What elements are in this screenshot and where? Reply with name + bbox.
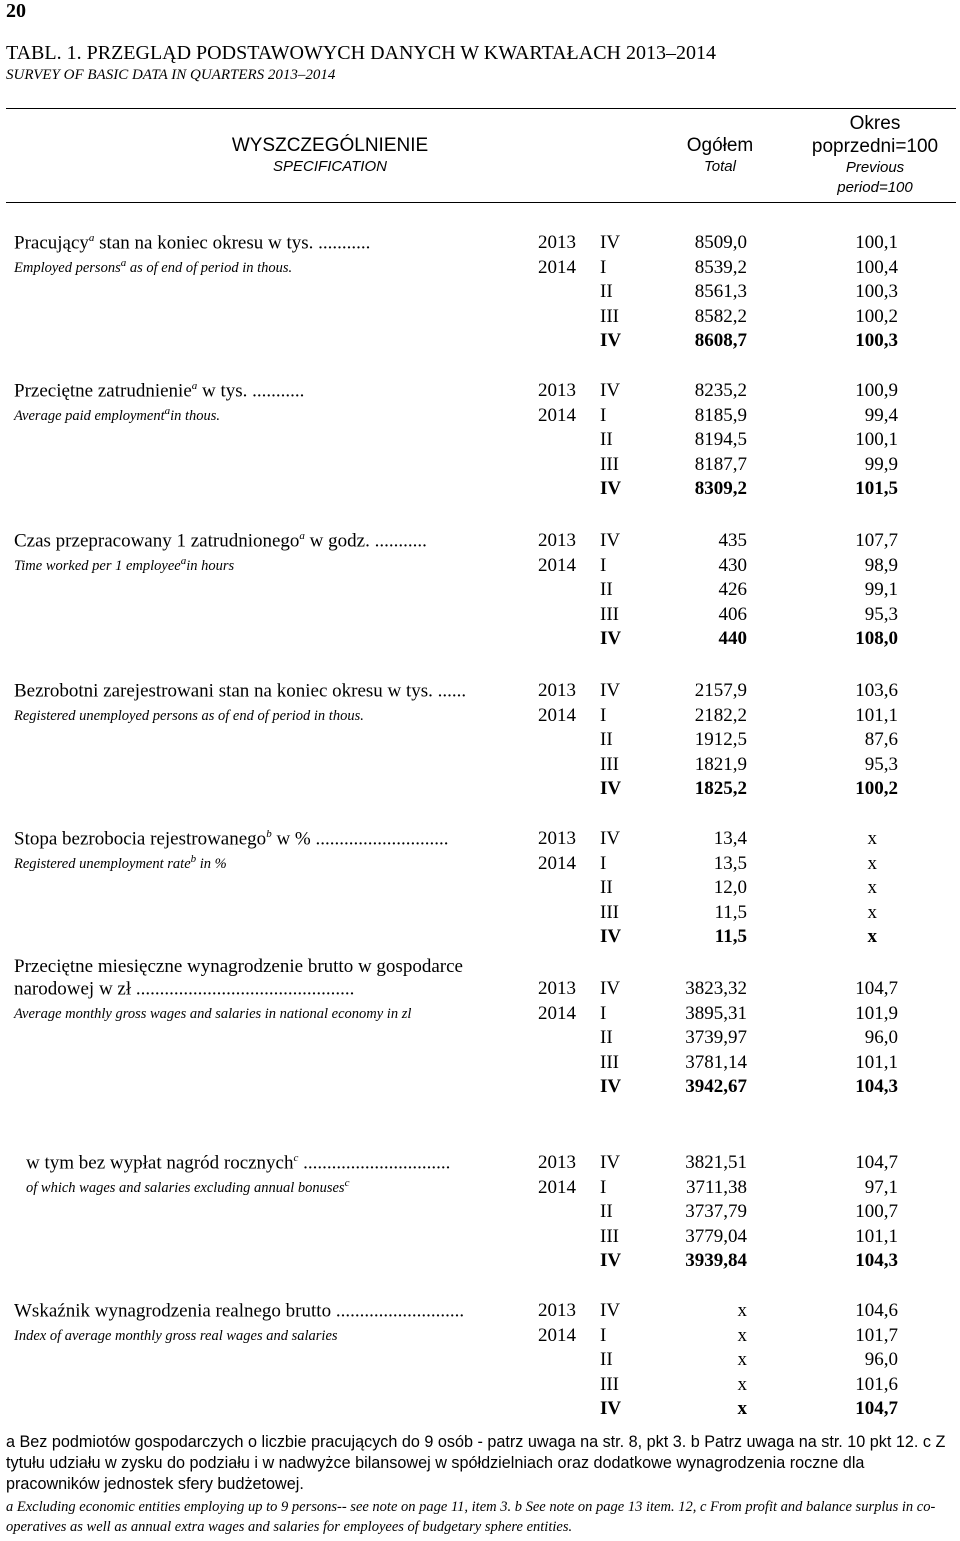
- row-quarter: III: [600, 603, 619, 625]
- section-label-pl-main: w tym bez wypłat nagród rocznych: [26, 1152, 294, 1174]
- row-year: 2014: [538, 256, 576, 278]
- footnote-marker: b: [190, 853, 197, 865]
- row-quarter: IV: [600, 628, 622, 649]
- row-year: 2013: [538, 978, 576, 999]
- row-previous-period-value: 100,7: [855, 1201, 898, 1222]
- row-total-value: 1912,5: [694, 729, 747, 750]
- row-previous-period-value: 101,1: [855, 704, 898, 726]
- row-quarter: IV: [600, 978, 621, 999]
- section-label-en-rest: in %: [196, 855, 227, 872]
- row-previous-period-value: 100,9: [855, 380, 898, 401]
- row-year: 2013: [538, 380, 576, 401]
- row-previous-period-value: 101,9: [855, 1002, 898, 1024]
- row-total-value: 3895,31: [685, 1002, 747, 1024]
- section-label-pl: [14, 978, 354, 1000]
- row-quarter: II: [600, 729, 613, 750]
- header-bottom-rule: [6, 202, 956, 203]
- section-label-en-main: Index of average monthly gross real wages and salaries: [14, 1327, 338, 1344]
- row-previous-period-value: 96,0: [864, 1027, 898, 1048]
- row-quarter: III: [600, 1373, 619, 1395]
- row-quarter: III: [600, 453, 619, 475]
- row-total-value: 435: [718, 530, 747, 551]
- section-label-en-rest: as of end of period in thous.: [126, 259, 293, 276]
- row-quarter: IV: [600, 1250, 622, 1271]
- row-total-value: 8194,5: [694, 429, 747, 450]
- row-quarter: I: [600, 704, 607, 726]
- section-label-pl-rest: stan na koniec okresu w tys. ...........: [94, 232, 371, 254]
- row-quarter: IV: [600, 1398, 622, 1419]
- row-total-value: 8608,7: [694, 330, 747, 351]
- row-previous-period-value: 104,3: [855, 1076, 898, 1097]
- row-quarter: I: [600, 554, 607, 576]
- row-year: 2014: [538, 1324, 576, 1346]
- row-previous-period-value: 104,7: [855, 1398, 898, 1419]
- table-title-english: SURVEY OF BASIC DATA IN QUARTERS 2013–2014: [6, 67, 336, 83]
- row-total-value: 13,5: [713, 852, 747, 874]
- row-year: 2014: [538, 704, 576, 726]
- row-total-value: 8539,2: [694, 256, 747, 278]
- row-total-value: 1825,2: [694, 778, 747, 799]
- row-total-value: 430: [718, 554, 747, 576]
- row-previous-period-value: x: [867, 901, 877, 923]
- row-quarter: II: [600, 877, 613, 898]
- footnote-marker: a: [120, 257, 127, 269]
- row-previous-period-value: 97,1: [864, 1176, 898, 1198]
- section-label-en: [14, 555, 234, 575]
- row-quarter: III: [600, 1225, 619, 1247]
- section-label-en-main: Employed persons: [14, 259, 121, 276]
- row-year: 2014: [538, 1002, 576, 1024]
- section-label-pl-main: narodowej w zł ..............................................: [14, 978, 355, 1000]
- section-label-pl-main: Stopa bezrobocia rejestrowanego: [14, 828, 267, 850]
- section-label-pl-rest: ...............................: [298, 1152, 451, 1174]
- row-quarter: IV: [600, 680, 621, 701]
- row-previous-period-value: 100,2: [855, 305, 898, 327]
- row-total-value: 440: [718, 628, 747, 649]
- row-quarter: II: [600, 1027, 613, 1048]
- section-label-en-rest: in thous.: [170, 407, 221, 424]
- row-quarter: IV: [600, 1152, 621, 1173]
- section-label-pl-main: Czas przepracowany 1 zatrudnionego: [14, 530, 300, 552]
- row-year: 2013: [538, 1152, 576, 1173]
- section-label-pl: [14, 530, 427, 552]
- row-total-value: 8309,2: [694, 478, 747, 499]
- section-label-en: [14, 853, 227, 873]
- row-total-value: 3737,79: [685, 1201, 747, 1222]
- row-previous-period-value: 103,6: [855, 680, 898, 701]
- footnote-marker: a: [88, 232, 95, 244]
- row-total-value: 8185,9: [694, 404, 747, 426]
- section-label-en: [14, 257, 292, 277]
- row-quarter: III: [600, 1051, 619, 1073]
- header-prev-en-2: period=100: [837, 179, 913, 196]
- section-label-en-main: of which wages and salaries excluding annual bonuses: [26, 1179, 345, 1196]
- row-previous-period-value: 96,0: [864, 1349, 898, 1370]
- section-label-en: [14, 405, 220, 425]
- row-total-value: 426: [718, 579, 747, 600]
- row-previous-period-value: 100,3: [855, 330, 898, 351]
- section-label-en: [14, 705, 364, 725]
- row-previous-period-value: 101,5: [855, 478, 898, 499]
- table-title: TABL. 1. PRZEGLĄD PODSTAWOWYCH DANYCH W KWARTAŁACH 2013–2014: [6, 42, 716, 64]
- row-previous-period-value: 101,1: [855, 1225, 898, 1247]
- footnote-marker: c: [344, 1177, 350, 1189]
- row-previous-period-value: 104,7: [855, 978, 898, 999]
- row-total-value: 3779,04: [685, 1225, 747, 1247]
- row-quarter: IV: [600, 778, 622, 799]
- footnote-marker: a: [164, 405, 171, 417]
- row-quarter: III: [600, 901, 619, 923]
- section-label-pl: [14, 1300, 464, 1322]
- row-total-value: 3739,97: [685, 1027, 747, 1048]
- row-quarter: I: [600, 404, 607, 426]
- section-label-en-rest: in hours: [186, 557, 235, 574]
- section-label-en-main: Registered unemployment rate: [14, 855, 191, 872]
- row-quarter: IV: [600, 1300, 621, 1321]
- row-previous-period-value: x: [867, 852, 877, 874]
- row-quarter: I: [600, 1176, 607, 1198]
- section-label-pl-rest: w godz. ...........: [304, 530, 427, 552]
- row-quarter: I: [600, 1002, 607, 1024]
- row-total-value: 2182,2: [694, 704, 747, 726]
- row-year: 2014: [538, 554, 576, 576]
- row-total-value: 8235,2: [694, 380, 747, 401]
- row-total-value: 3821,51: [685, 1152, 747, 1173]
- section-label-pl-main: Pracujący: [14, 232, 89, 254]
- row-quarter: IV: [600, 380, 621, 401]
- row-previous-period-value: 100,4: [855, 256, 898, 278]
- row-quarter: I: [600, 852, 607, 874]
- row-total-value: 11,5: [714, 926, 747, 947]
- row-total-value: 3781,14: [685, 1051, 747, 1073]
- row-quarter: II: [600, 281, 613, 302]
- row-previous-period-value: 104,7: [855, 1152, 898, 1173]
- row-quarter: II: [600, 429, 613, 450]
- row-year: 2014: [538, 852, 576, 874]
- header-previous: [795, 112, 955, 198]
- section-label-pl: [14, 232, 370, 254]
- row-total-value: 13,4: [713, 828, 747, 849]
- row-previous-period-value: 95,3: [864, 603, 898, 625]
- header-total-en: Total: [704, 158, 736, 175]
- section-label-pl-line1: Przeciętne miesięczne wynagrodzenie brutto w gospodarce: [14, 956, 463, 977]
- row-year: 2013: [538, 232, 576, 253]
- row-quarter: II: [600, 1349, 613, 1370]
- row-total-value: x: [737, 1349, 747, 1370]
- row-total-value: x: [737, 1398, 747, 1419]
- row-total-value: 8561,3: [694, 281, 747, 302]
- row-previous-period-value: 101,7: [855, 1324, 898, 1346]
- footnote-marker: a: [180, 555, 187, 567]
- row-total-value: x: [737, 1300, 747, 1321]
- row-year: 2014: [538, 1176, 576, 1198]
- section-label-pl-main: Wskaźnik wynagrodzenia realnego brutto ...........................: [14, 1300, 465, 1322]
- header-total-pl: Ogółem: [686, 135, 754, 156]
- section-label-en-main: Time worked per 1 employee: [14, 557, 181, 574]
- row-quarter: IV: [600, 926, 622, 947]
- section-label-pl-main: Przeciętne zatrudnienie: [14, 380, 192, 402]
- row-quarter: IV: [600, 1076, 622, 1097]
- row-quarter: IV: [600, 530, 621, 551]
- header-prev-pl-1: Okres: [849, 113, 901, 134]
- row-total-value: 3823,32: [685, 978, 747, 999]
- footnote-marker: a: [191, 380, 198, 392]
- footnote-marker: a: [299, 530, 305, 542]
- row-previous-period-value: 100,3: [855, 281, 898, 302]
- row-previous-period-value: 99,4: [864, 404, 898, 426]
- row-quarter: III: [600, 305, 619, 327]
- row-previous-period-value: 104,6: [855, 1300, 898, 1321]
- row-previous-period-value: 101,6: [855, 1373, 898, 1395]
- footnote-marker: b: [266, 828, 272, 840]
- footnote-english: a Excluding economic entities employing up to 9 persons-- see note on page 11, item 3. b See note on page 13 item. 12, c From profit and balance surplus in co-operatives as well as annual extra wages and salaries for employees of budgetary sphere entities.: [6, 1499, 936, 1535]
- section-label-en: [14, 1003, 411, 1023]
- row-previous-period-value: 107,7: [855, 530, 898, 551]
- row-quarter: II: [600, 579, 613, 600]
- row-total-value: 12,0: [713, 877, 747, 898]
- row-previous-period-value: 87,6: [864, 729, 898, 750]
- row-previous-period-value: 98,9: [864, 554, 898, 576]
- row-quarter: IV: [600, 478, 622, 499]
- section-label-pl-rest: w tys. ...........: [197, 380, 305, 402]
- section-label-en-main: Average paid employment: [14, 407, 165, 424]
- section-label-en: [26, 1177, 349, 1197]
- row-previous-period-value: 108,0: [855, 628, 898, 649]
- row-previous-period-value: 100,1: [855, 232, 898, 253]
- footnote-marker: c: [293, 1152, 299, 1164]
- footnote-polish: a Bez podmiotów gospodarczych o liczbie pracujących do 9 osób - patrz uwaga na str. 8, pkt 3. b Patrz uwaga na str. 10 pkt 12. c Z tytułu udziału w zysku do podziału i w nadwyżce bilansowej w spółdzielniach oraz dodatkowe wynagrodzenia roczne dla pracowników jednostek sfery budżetowej.: [6, 1433, 946, 1493]
- row-previous-period-value: 99,9: [864, 453, 898, 475]
- row-total-value: x: [737, 1324, 747, 1346]
- header-spec-en: SPECIFICATION: [273, 158, 387, 175]
- row-total-value: 1821,9: [694, 753, 747, 775]
- row-previous-period-value: 95,3: [864, 753, 898, 775]
- row-previous-period-value: x: [867, 828, 877, 849]
- row-total-value: 8187,7: [694, 453, 747, 475]
- row-quarter: IV: [600, 828, 621, 849]
- row-total-value: 3939,84: [685, 1250, 747, 1271]
- section-label-pl: [14, 828, 449, 850]
- row-quarter: II: [600, 1201, 613, 1222]
- row-total-value: 406: [718, 603, 747, 625]
- row-quarter: IV: [600, 232, 621, 253]
- row-quarter: I: [600, 1324, 607, 1346]
- row-total-value: 3711,38: [685, 1176, 747, 1198]
- section-label-en-main: Average monthly gross wages and salaries in national economy in zl: [14, 1005, 412, 1022]
- row-total-value: 11,5: [714, 901, 747, 923]
- row-total-value: 8509,0: [694, 232, 747, 253]
- row-quarter: III: [600, 753, 619, 775]
- section-label-pl-rest: w % ............................: [271, 828, 449, 850]
- row-year: 2014: [538, 404, 576, 426]
- row-total-value: x: [737, 1373, 747, 1395]
- section-label-pl: [26, 1152, 450, 1174]
- section-label-en-main: Registered unemployed persons as of end of period in thous.: [14, 707, 364, 724]
- header-prev-rule: [782, 108, 956, 109]
- section-label-pl: [14, 680, 466, 702]
- header-prev-pl-2: poprzedni=100: [811, 136, 939, 157]
- row-previous-period-value: 99,1: [864, 579, 898, 600]
- header-spec-pl: WYSZCZEGÓLNIENIE: [231, 135, 429, 156]
- section-label-en: [14, 1325, 338, 1345]
- row-year: 2013: [538, 530, 576, 551]
- row-quarter: I: [600, 256, 607, 278]
- section-label-pl: [14, 380, 304, 402]
- row-previous-period-value: x: [867, 877, 877, 898]
- header-prev-en-1: Previous: [845, 159, 905, 176]
- row-quarter: IV: [600, 330, 622, 351]
- row-year: 2013: [538, 828, 576, 849]
- header-specification: [170, 134, 490, 177]
- row-year: 2013: [538, 680, 576, 701]
- header-total: [650, 134, 790, 177]
- page-number: 20: [6, 0, 26, 22]
- row-previous-period-value: 104,3: [855, 1250, 898, 1271]
- section-label-pl-main: Bezrobotni zarejestrowani stan na koniec okresu w tys. ......: [14, 680, 467, 702]
- row-previous-period-value: 100,2: [855, 778, 898, 799]
- row-previous-period-value: 101,1: [855, 1051, 898, 1073]
- row-previous-period-value: x: [867, 926, 877, 947]
- row-total-value: 2157,9: [694, 680, 747, 701]
- row-year: 2013: [538, 1300, 576, 1321]
- row-total-value: 3942,67: [685, 1076, 747, 1097]
- row-previous-period-value: 100,1: [855, 429, 898, 450]
- row-total-value: 8582,2: [694, 305, 747, 327]
